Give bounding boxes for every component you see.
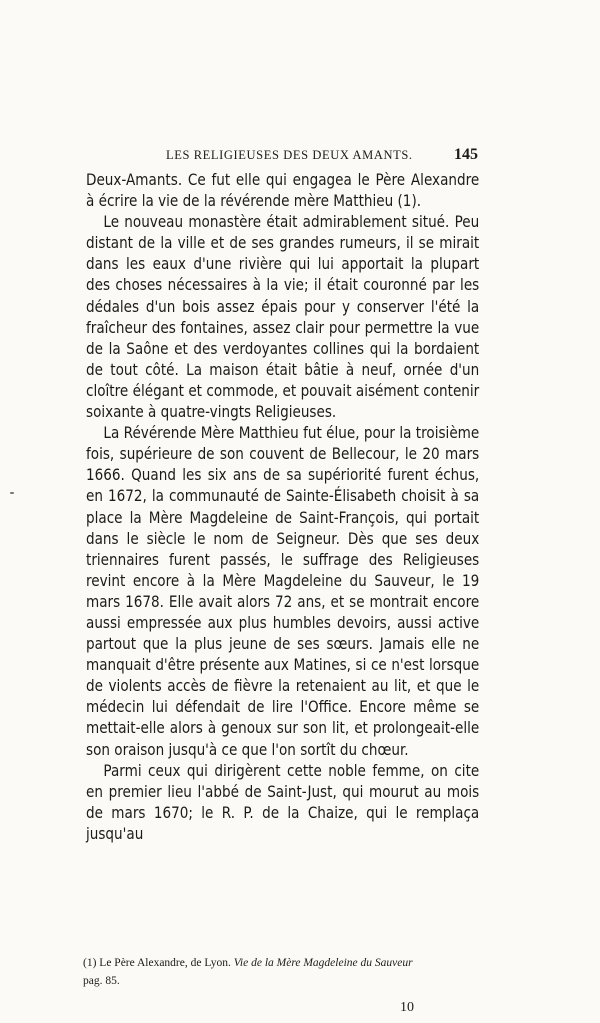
margin-speck (10, 492, 14, 494)
page-number: 145 (454, 146, 478, 163)
paragraph-4: Parmi ceux qui dirigèrent cette noble femme, on cite en premier lieu l'abbé de Saint-Just, qui mourut au mois de mars 1670; le R. P. de la Chaize, qui le remplaça jusqu'au (86, 761, 480, 843)
footnote-marker: (1) (83, 957, 97, 969)
footnote (83, 954, 483, 990)
signature-mark: 10 (400, 1000, 414, 1015)
running-title: LES RELIGIEUSES DES DEUX AMANTS. (166, 148, 413, 162)
footnote-text: Le Père Alexandre, de Lyon. (99, 957, 231, 969)
footnote-page: pag. 85. (83, 975, 120, 987)
paragraph-3: La Révérende Mère Matthieu fut élue, pour la troisième fois, supérieure de son couvent de Bellecour, le 20 mars 1666. Quand les six ans de sa supériorité furent échus, en 1672, la communauté de Sainte-Élisabeth choisit à sa place la Mère Magdeleine de Saint-François, qui portait dans le siècle le nom de Seigneur. Dès que ses deux triennaires furent passés, le suffrage des Religieuses revint encore à la Mère Magdeleine du Sauveur, le 19 mars 1678. Elle avait alors 72 ans, et se montrait encore aussi empressée aux plus humbles devoirs, aussi active partout que la plus jeune de ses sœurs. Jamais elle ne manquait d'être présente aux Matines, si ce n'est lorsque de violents accès de fièvre la retenaient au lit, et que le médecin lui défendait de lire l'Office. Encore même se mettait-elle alors à genoux sur son lit, et prolongeait-elle son oraison jusqu'à ce que l'on sortît du chœur. (86, 424, 480, 759)
paragraph-2: Le nouveau monastère était admirablement situé. Peu distant de la ville et de ses grandes rumeurs, il se mirait dans les eaux d'une rivière qui lui apportait la plupart des choses nécessaires à la vie; il était couronné par les dédales d'un bois assez épais pour y conserver l'été la fraîcheur des fontaines, assez clair pour permettre la vue de la Saône et des verdoyantes collines qui la bordaient de tout côté. La maison était bâtie à neuf, ornée d'un cloître élégant et commode, et pouvait aisément contenir soixante à quatre-vingts Religieuses. (86, 213, 480, 422)
running-head (86, 146, 478, 168)
paragraph-1: Deux-Amants. Ce fut elle qui engagea le Père Alexandre à écrire la vie de la révérende mère Matthieu (1). (86, 171, 480, 211)
footnote-title: Vie de la Mère Magdeleine du Sauveur (233, 957, 413, 969)
body-text (86, 170, 479, 845)
